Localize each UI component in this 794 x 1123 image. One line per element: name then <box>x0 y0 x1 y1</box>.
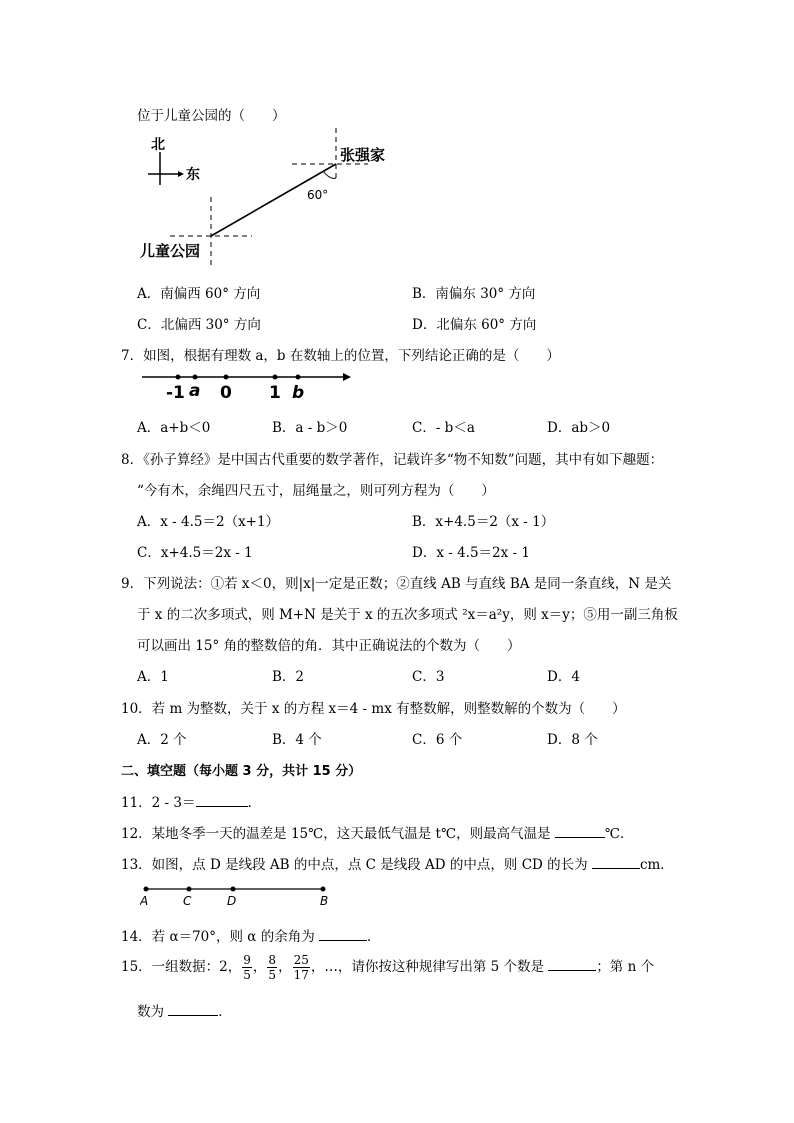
q13-post: cm． <box>639 857 674 873</box>
q15-answer-blank-2[interactable] <box>168 1002 218 1016</box>
angle-label: 60° <box>307 188 329 202</box>
q6-option-b[interactable]: B．南偏东 30° 方向 <box>412 286 536 302</box>
q7-option-d[interactable]: D．ab＞0 <box>547 420 611 436</box>
q12-text: 12．某地冬季一天的温差是 15℃，这天最低气温是 t℃，则最高气温是 <box>121 826 555 842</box>
q6-option-c[interactable]: C．北偏西 30° 方向 <box>137 317 261 333</box>
q15-line2 <box>137 1000 232 1020</box>
point-b: B <box>320 894 329 908</box>
q13-segment-figure <box>140 880 340 908</box>
q6-stem-tail: 位于儿童公园的（ ） <box>137 108 286 124</box>
q15-mid: ，…，请你按这种规律写出第 5 个数是 <box>310 959 549 975</box>
q8-option-b[interactable]: B．x+4.5＝2（x - 1） <box>412 514 555 530</box>
fraction-2: $\frac{8}{5}$ <box>268 953 277 982</box>
q14-post: ． <box>367 929 381 945</box>
point-d: D <box>227 894 237 908</box>
q14-answer-blank[interactable] <box>319 927 367 941</box>
north-label: 北 <box>151 137 165 153</box>
q15-post: ． <box>218 1004 232 1020</box>
q9-line2: 于 x 的二次多项式，则 M+N 是关于 x 的五次多项式 ²x＝a²y，则 x＝y；⑤用一副三角板 <box>137 607 678 623</box>
q11-text: 11．2 - 3＝ <box>121 795 196 811</box>
fraction-3: $\frac{25}{17}$ <box>293 953 309 982</box>
q15-text: 15．一组数据：2， <box>121 959 242 975</box>
q15: 15．一组数据：2， $\frac{9}{5}$ ， $\frac{8}{5}$ ， $\frac{25}{17}$ ，…，请你按这种规律写出第 5 个数是 ；第 n 个 <box>121 953 655 982</box>
point-a: A <box>140 894 149 908</box>
point-c: C <box>183 894 192 908</box>
q6-option-a[interactable]: A．南偏西 60° 方向 <box>137 286 261 302</box>
q11-answer-blank[interactable] <box>196 793 248 807</box>
tick-b: b <box>292 383 305 402</box>
q6-direction-figure <box>140 122 410 272</box>
q11-post: ． <box>247 795 262 811</box>
q8-option-c[interactable]: C．x+4.5＝2x - 1 <box>137 545 253 561</box>
q10-stem: 10．若 m 为整数，关于 x 的方程 x＝4 - mx 有整数解，则整数解的个数为（ ） <box>121 701 626 717</box>
q7-option-a[interactable]: A．a+b＜0 <box>137 420 211 436</box>
park-label: 儿童公园 <box>140 242 201 260</box>
tick-a: a <box>189 381 201 401</box>
q15-line2-text: 数为 <box>137 1004 169 1020</box>
q7-option-b[interactable]: B．a - b＞0 <box>272 420 348 436</box>
q12-post: ℃． <box>604 826 634 842</box>
q7-option-c[interactable]: C．- b＜a <box>412 420 475 436</box>
q12-answer-blank[interactable] <box>555 824 605 838</box>
q7-stem: 7．如图，根据有理数 a，b 在数轴上的位置，下列结论正确的是（ ） <box>121 348 560 364</box>
q9-option-d[interactable]: D．4 <box>547 669 580 685</box>
q14-text: 14．若 α＝70°，则 α 的余角为 <box>121 929 320 945</box>
q9-option-a[interactable]: A．1 <box>137 669 169 685</box>
q13 <box>121 853 674 873</box>
q13-text: 13．如图，点 D 是线段 AB 的中点，点 C 是线段 AD 的中点，则 CD 的长为 <box>121 857 592 873</box>
q8-stem-line2: “今有木，余绳四尺五寸，屈绳量之，则可列方程为（ ） <box>137 483 495 499</box>
q6-option-d[interactable]: D．北偏东 60° 方向 <box>412 317 537 333</box>
q13-answer-blank[interactable] <box>592 855 640 869</box>
home-label: 张强家 <box>340 146 386 164</box>
q8-option-d[interactable]: D．x - 4.5＝2x - 1 <box>412 545 530 561</box>
section-heading: 二、填空题（每小题 3 分，共计 15 分） <box>121 764 362 779</box>
q10-option-a[interactable]: A．2 个 <box>137 732 187 748</box>
tick-minus-one: -1 <box>166 383 185 402</box>
q9-option-b[interactable]: B．2 <box>272 669 305 685</box>
q12 <box>121 822 633 842</box>
q11 <box>121 791 261 811</box>
tick-zero: 0 <box>220 383 232 402</box>
q14 <box>121 925 381 945</box>
q8-stem-line1: 8．《孙子算经》是中国古代重要的数学著作，记载许多“物不知数”问题，其中有如下趣题： <box>121 452 664 468</box>
east-label: 东 <box>186 167 200 183</box>
q9-line1: 9．下列说法：①若 x＜0，则|x|一定是正数；②直线 AB 与直线 BA 是同一条直线，N 是关 <box>121 576 672 592</box>
q10-option-c[interactable]: C．6 个 <box>412 732 463 748</box>
tick-one: 1 <box>269 383 281 402</box>
q7-number-line <box>140 366 355 402</box>
q15-mid2: ；第 n 个 <box>596 959 655 975</box>
q9-line3: 可以画出 15° 角的整数倍的角．其中正确说法的个数为（ ） <box>137 638 521 654</box>
q8-option-a[interactable]: A．x - 4.5＝2（x+1） <box>137 514 280 530</box>
q10-option-d[interactable]: D．8 个 <box>547 732 598 748</box>
q9-option-c[interactable]: C．3 <box>412 669 445 685</box>
q15-answer-blank-1[interactable] <box>548 957 596 971</box>
fraction-1: $\frac{9}{5}$ <box>243 953 251 982</box>
q10-option-b[interactable]: B．4 个 <box>272 732 322 748</box>
